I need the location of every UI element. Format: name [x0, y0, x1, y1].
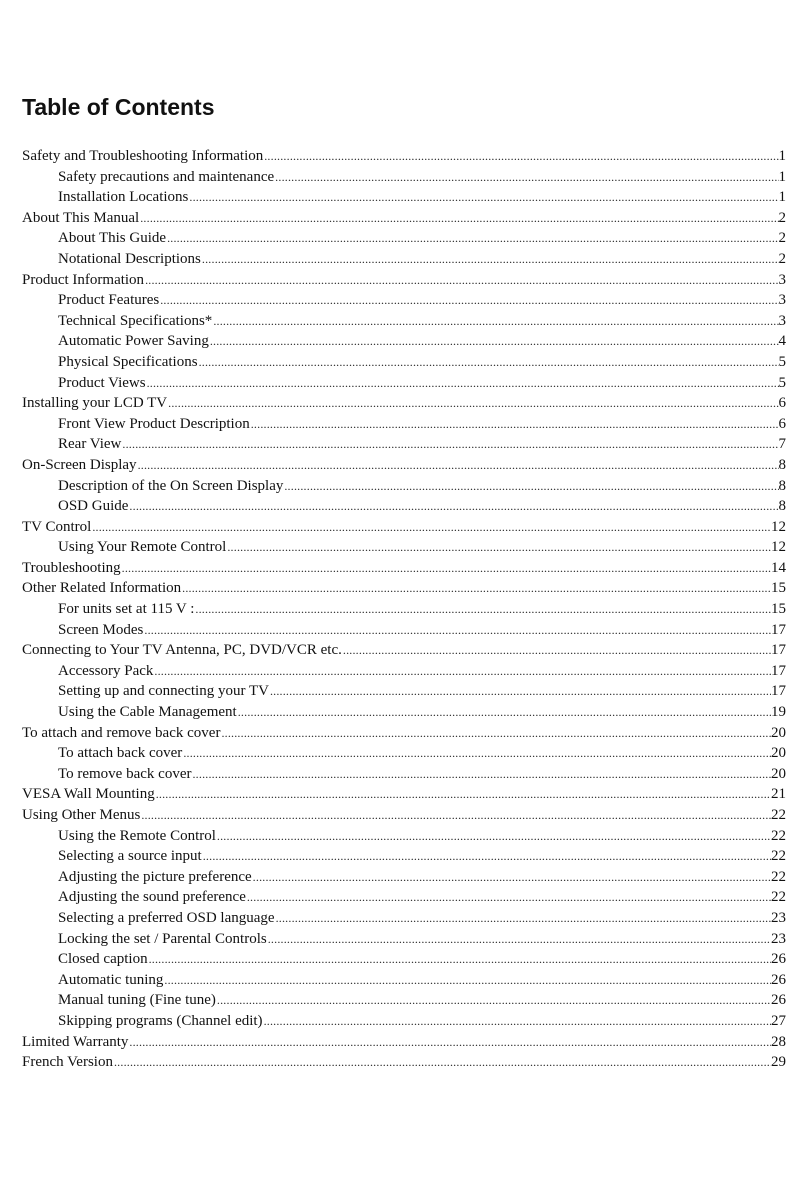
toc-entry-label: Troubleshooting — [22, 559, 121, 576]
toc-section-43[interactable] — [22, 1032, 786, 1053]
toc-page-number: 26 — [771, 971, 786, 988]
toc-page-number: 3 — [778, 292, 786, 309]
toc-entry-label: Safety precautions and maintenance — [58, 168, 275, 185]
toc-dot-leader — [246, 887, 771, 908]
toc-entry-label: About This Manual — [22, 209, 140, 226]
toc-entry-label: Skipping programs (Channel edit) — [58, 1012, 263, 1029]
toc-dot-leader — [267, 929, 771, 950]
toc-page-number: 22 — [771, 889, 786, 906]
toc-entry-label: Installing your LCD TV — [22, 395, 168, 412]
toc-entry-label: Manual tuning (Fine tune) — [58, 992, 216, 1009]
toc-entry-label: Closed caption — [58, 951, 148, 968]
toc-dot-leader — [252, 867, 771, 888]
toc-dot-leader — [91, 517, 771, 538]
toc-page-number: 26 — [771, 951, 786, 968]
toc-dot-leader — [283, 476, 778, 497]
toc-dot-leader — [159, 290, 778, 311]
toc-section-28[interactable] — [22, 723, 786, 744]
toc-page-number: 8 — [778, 498, 786, 515]
toc-subsection-42[interactable] — [22, 1011, 786, 1032]
toc-dot-leader — [167, 393, 778, 414]
toc-subsection-34[interactable] — [22, 846, 786, 867]
toc-page-number: 2 — [778, 230, 786, 247]
toc-page-number: 19 — [771, 704, 786, 721]
toc-dot-leader — [188, 187, 778, 208]
toc-entry-label: Technical Specifications* — [58, 312, 213, 329]
toc-subsection-10[interactable] — [22, 352, 786, 373]
toc-page-number: 15 — [771, 601, 786, 618]
toc-page-number: 17 — [771, 662, 786, 679]
toc-section-3[interactable] — [22, 208, 786, 229]
toc-entry-label: Product Views — [58, 374, 146, 391]
toc-section-31[interactable] — [22, 784, 786, 805]
toc-page-number: 8 — [778, 456, 786, 473]
toc-dot-leader — [166, 228, 778, 249]
toc-subsection-4[interactable] — [22, 228, 786, 249]
toc-page-number: 5 — [778, 374, 786, 391]
toc-entry-label: Selecting a preferred OSD language — [58, 909, 275, 926]
toc-subsection-41[interactable] — [22, 990, 786, 1011]
toc-subsection-11[interactable] — [22, 373, 786, 394]
toc-page-number: 7 — [778, 436, 786, 453]
toc-entry-label: Product Features — [58, 292, 160, 309]
toc-page-number: 23 — [771, 909, 786, 926]
toc-dot-leader — [121, 558, 771, 579]
toc-entry-label: To remove back cover — [58, 765, 192, 782]
toc-subsection-7[interactable] — [22, 290, 786, 311]
toc-subsection-29[interactable] — [22, 743, 786, 764]
toc-dot-leader — [269, 681, 771, 702]
toc-entry-label: Using the Cable Management — [58, 704, 237, 721]
toc-dot-leader — [209, 331, 779, 352]
toc-page-number: 1 — [778, 189, 786, 206]
toc-dot-leader — [201, 249, 779, 270]
toc-entry-label: Installation Locations — [58, 189, 189, 206]
toc-dot-leader — [146, 373, 779, 394]
toc-dot-leader — [140, 805, 771, 826]
toc-dot-leader — [137, 455, 779, 476]
toc-page-number: 27 — [771, 1012, 786, 1029]
toc-subsection-16[interactable] — [22, 476, 786, 497]
toc-subsection-40[interactable] — [22, 970, 786, 991]
toc-entry-label: Accessory Pack — [58, 662, 154, 679]
toc-page-number: 21 — [771, 786, 786, 803]
toc-subsection-23[interactable] — [22, 620, 786, 641]
toc-entry-label: Other Related Information — [22, 580, 182, 597]
toc-entry-label: Limited Warranty — [22, 1033, 129, 1050]
toc-dot-leader — [194, 599, 771, 620]
toc-dot-leader — [182, 743, 771, 764]
toc-entry-label: On-Screen Display — [22, 456, 137, 473]
toc-dot-leader — [274, 167, 778, 188]
toc-subsection-35[interactable] — [22, 867, 786, 888]
toc-subsection-27[interactable] — [22, 702, 786, 723]
toc-page-number: 17 — [771, 621, 786, 638]
toc-dot-leader — [237, 702, 771, 723]
toc-page-number: 28 — [771, 1033, 786, 1050]
toc-entry-label: French Version — [22, 1054, 113, 1071]
toc-section-15[interactable] — [22, 455, 786, 476]
toc-page-number: 20 — [771, 745, 786, 762]
toc-page-number: 3 — [778, 271, 786, 288]
toc-entry-label: Rear View — [58, 436, 122, 453]
toc-entry-label: Using Other Menus — [22, 807, 141, 823]
toc-entry-label: About This Guide — [58, 230, 167, 247]
toc-section-24[interactable] — [22, 640, 786, 661]
toc-dot-leader — [216, 826, 771, 847]
toc-dot-leader — [198, 352, 779, 373]
toc-subsection-37[interactable] — [22, 908, 786, 929]
toc-dot-leader — [216, 990, 771, 1011]
toc-entry-label: Front View Product Description — [58, 415, 250, 432]
toc-subsection-26[interactable] — [22, 681, 786, 702]
toc-dot-leader — [181, 578, 771, 599]
toc-page-number: 22 — [771, 848, 786, 865]
toc-dot-leader — [263, 146, 778, 167]
toc-subsection-2[interactable] — [22, 187, 786, 208]
toc-subsection-8[interactable] — [22, 311, 786, 332]
toc-page-number: 1 — [778, 148, 786, 164]
toc-subsection-25[interactable] — [22, 661, 786, 682]
toc-section-20[interactable] — [22, 558, 786, 579]
toc-entry-label: Using Your Remote Control — [58, 539, 227, 556]
toc-entry-label: Selecting a source input — [58, 848, 202, 865]
toc-page-number: 29 — [771, 1054, 786, 1071]
toc-dot-leader — [155, 784, 771, 805]
toc-dot-leader — [113, 1052, 771, 1073]
toc-subsection-1[interactable] — [22, 167, 786, 188]
toc-page-number: 20 — [771, 765, 786, 782]
toc-entry-label: To attach and remove back cover — [22, 724, 221, 741]
toc-entry-label: Product Information — [22, 271, 145, 288]
toc-entry-label: Physical Specifications — [58, 353, 198, 370]
toc-section-44[interactable] — [22, 1052, 786, 1073]
toc-section-12[interactable] — [22, 393, 786, 414]
toc-dot-leader — [342, 640, 771, 661]
toc-page-number: 12 — [771, 539, 786, 556]
toc-dot-leader — [226, 537, 771, 558]
toc-dot-leader — [263, 1011, 771, 1032]
toc-entry-label: Safety and Troubleshooting Information — [22, 148, 264, 164]
toc-page-number: 2 — [778, 250, 786, 267]
toc-page-number: 22 — [771, 868, 786, 885]
toc-dot-leader — [143, 620, 771, 641]
toc-page-number: 5 — [778, 353, 786, 370]
toc-page-number: 26 — [771, 992, 786, 1009]
toc-entry-label: VESA Wall Mounting — [22, 786, 155, 803]
toc-dot-leader — [220, 723, 771, 744]
toc-entry-label: Notational Descriptions — [58, 250, 201, 267]
toc-page-number: 6 — [778, 395, 786, 412]
toc-subsection-9[interactable] — [22, 331, 786, 352]
toc-page-number: 17 — [771, 642, 786, 659]
toc-dot-leader — [148, 949, 771, 970]
toc-dot-leader — [191, 764, 771, 785]
toc-entry-label: Using the Remote Control — [58, 827, 216, 844]
toc-dot-leader — [128, 496, 778, 517]
toc-section-0[interactable] — [22, 146, 786, 167]
toc-subsection-14[interactable] — [22, 434, 786, 455]
toc-subsection-30[interactable] — [22, 764, 786, 785]
toc-page-number: 20 — [771, 724, 786, 741]
toc-page-number: 14 — [771, 559, 786, 576]
toc-dot-leader — [275, 908, 771, 929]
toc-subsection-17[interactable] — [22, 496, 786, 517]
toc-dot-leader — [250, 414, 779, 435]
toc-subsection-19[interactable] — [22, 537, 786, 558]
toc-entry-label: Connecting to Your TV Antenna, PC, DVD/VCR etc. — [22, 642, 342, 659]
toc-entry-label: Description of the On Screen Display — [58, 477, 284, 494]
toc-dot-leader — [212, 311, 778, 332]
toc-dot-leader — [121, 434, 778, 455]
toc-dot-leader — [163, 970, 771, 991]
table-of-contents — [22, 146, 786, 1073]
toc-subsection-13[interactable] — [22, 414, 786, 435]
toc-entry-label: Automatic tuning — [58, 971, 164, 988]
toc-subsection-22[interactable] — [22, 599, 786, 620]
toc-page-number: 2 — [778, 209, 786, 226]
toc-page-number: 8 — [778, 477, 786, 494]
toc-entry-label: Adjusting the sound preference — [58, 889, 246, 906]
toc-entry-label: OSD Guide — [58, 498, 129, 515]
toc-page-number: 15 — [771, 580, 786, 597]
toc-page-number: 3 — [778, 312, 786, 329]
toc-entry-label: Setting up and connecting your TV — [58, 683, 269, 700]
toc-dot-leader — [128, 1032, 771, 1053]
toc-entry-label: For units set at 115 V : — [58, 601, 195, 618]
toc-subsection-33[interactable] — [22, 826, 786, 847]
toc-section-18[interactable] — [22, 517, 786, 538]
toc-section-21[interactable] — [22, 578, 786, 599]
page-title: Table of Contents — [22, 94, 215, 120]
toc-page-number: 1 — [778, 168, 786, 185]
toc-page-number: 22 — [771, 807, 786, 823]
toc-subsection-5[interactable] — [22, 249, 786, 270]
toc-dot-leader — [153, 661, 771, 682]
toc-subsection-36[interactable] — [22, 887, 786, 908]
toc-dot-leader — [144, 270, 778, 291]
toc-entry-label: Automatic Power Saving — [58, 333, 209, 350]
toc-page-number: 17 — [771, 683, 786, 700]
toc-section-6[interactable] — [22, 270, 786, 291]
toc-dot-leader — [202, 846, 771, 867]
toc-page-number: 12 — [771, 518, 786, 535]
toc-page-number: 22 — [771, 827, 786, 844]
toc-subsection-38[interactable] — [22, 929, 786, 950]
toc-dot-leader — [139, 208, 778, 229]
toc-entry-label: TV Control — [22, 518, 92, 535]
toc-page-number: 4 — [778, 333, 786, 350]
toc-section-32[interactable] — [22, 805, 786, 826]
toc-entry-label: Adjusting the picture preference — [58, 868, 252, 885]
toc-entry-label: Locking the set / Parental Controls — [58, 930, 267, 947]
toc-entry-label: To attach back cover — [58, 745, 183, 762]
toc-page-number: 23 — [771, 930, 786, 947]
toc-subsection-39[interactable] — [22, 949, 786, 970]
toc-page-number: 6 — [778, 415, 786, 432]
toc-entry-label: Screen Modes — [58, 621, 144, 638]
